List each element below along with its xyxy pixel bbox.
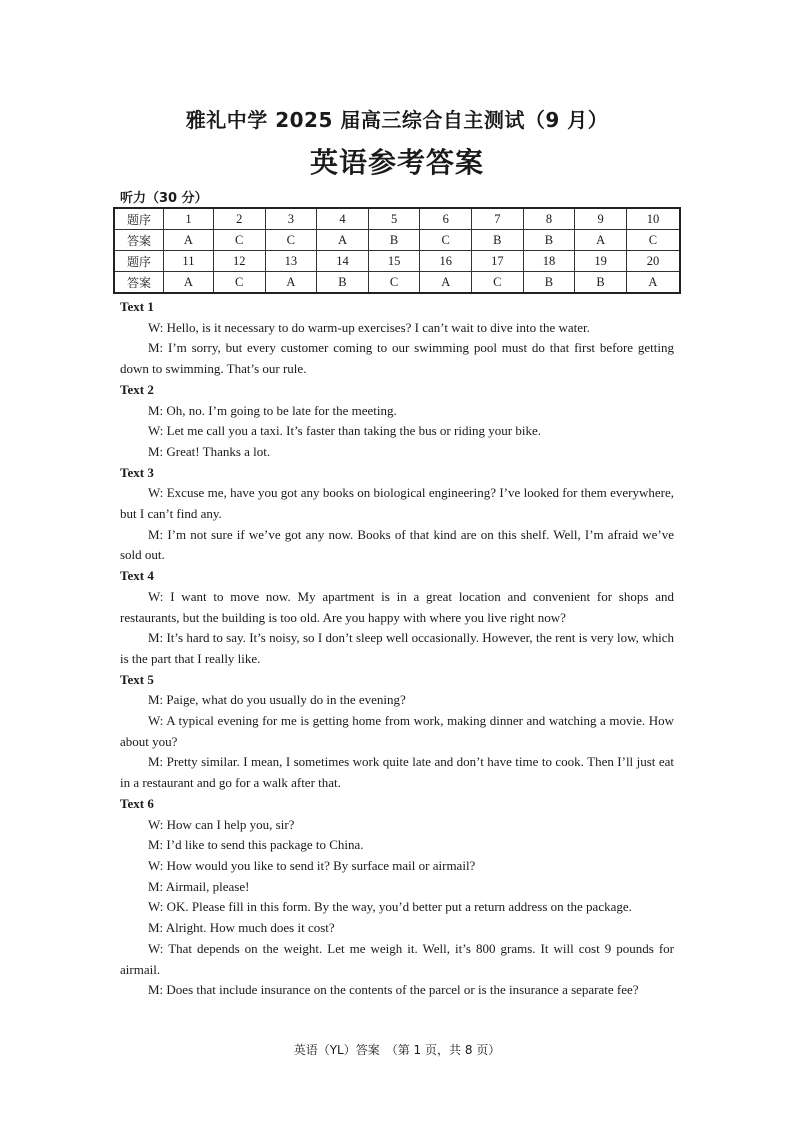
row-header-cell: 题序 [114, 251, 164, 272]
answer-table-body [114, 208, 680, 293]
dialogue-line: M: I’m sorry, but every customer coming to our swimming pool must do that first before getting down to swimming. That’s our rule. [120, 340, 674, 377]
dialogue-line: M: Paige, what do you usually do in the evening? [148, 692, 406, 708]
answer-table-cell: 5 [368, 208, 420, 230]
answer-table-cell: 3 [265, 208, 317, 230]
answer-table-cell: 9 [575, 208, 627, 230]
answer-table-cell: B [575, 272, 627, 294]
row-header-cell: 题序 [114, 208, 164, 230]
answer-table-cell: 10 [626, 208, 680, 230]
text-heading: Text 5 [120, 671, 154, 687]
dialogue-line: W: That depends on the weight. Let me weigh it. Well, it’s 800 grams. It will cost 9 pounds for airmail. [120, 940, 674, 977]
answer-table-cell: A [317, 230, 369, 251]
answer-table-cell: B [368, 230, 420, 251]
dialogue-line: W: Excuse me, have you got any books on biological engineering? I’ve looked for them everywhere, but I can’t find any. [120, 485, 674, 522]
answer-table-cell: A [575, 230, 627, 251]
answer-table-cell: 1 [164, 208, 214, 230]
dialogue-line: M: It’s hard to say. It’s noisy, so I don’t sleep well occasionally. However, the rent is very low, which is the part that I really like. [120, 630, 674, 666]
answer-table-cell: B [317, 272, 369, 294]
listening-transcript [120, 297, 674, 1001]
dialogue-line: M: Alright. How much does it cost? [148, 920, 335, 936]
text-heading: Text 1 [120, 299, 154, 314]
answer-table-cell: C [472, 272, 524, 294]
answer-table-cell: C [213, 230, 265, 251]
answer-table-cell: 11 [164, 251, 214, 272]
answer-table-cell: 2 [213, 208, 265, 230]
row-header-cell: 答案 [114, 230, 164, 251]
answer-table-cell: 13 [265, 251, 317, 272]
answer-table-cell: C [626, 230, 680, 251]
text-heading: Text 4 [120, 568, 154, 584]
answer-table-cell: A [626, 272, 680, 294]
dialogue-line: M: Great! Thanks a lot. [148, 443, 271, 459]
answer-table-cell: C [420, 230, 472, 251]
dialogue-line: M: Airmail, please! [148, 878, 250, 894]
answer-table-row [114, 272, 680, 294]
dialogue-line: M: I’m not sure if we’ve got any now. Books of that kind are on this shelf. Well, I’m afraid we’ve sold out. [120, 526, 674, 563]
answer-table-cell: 17 [472, 251, 524, 272]
dialogue-line: M: Pretty similar. I mean, I sometimes work quite late and don’t have time to cook. Then I’ll just eat in a restaurant and go for a walk after that. [120, 754, 674, 791]
answer-table-cell: 7 [472, 208, 524, 230]
page-subtitle: 英语参考答案 [309, 146, 484, 179]
dialogue-line: W: Hello, is it necessary to do warm-up exercises? I can’t wait to dive into the water. [148, 319, 590, 335]
answer-table-cell: A [420, 272, 472, 294]
answer-table-cell: A [164, 230, 214, 251]
dialogue-line: W: A typical evening for me is getting home from work, making dinner and watching a movie. How about you? [120, 713, 674, 749]
answer-table-cell: 16 [420, 251, 472, 272]
answer-table-cell: 20 [626, 251, 680, 272]
answer-table-cell: A [164, 272, 214, 294]
dialogue-line: M: I’d like to send this package to China. [148, 837, 364, 853]
dialogue-line: W: How can I help you, sir? [148, 816, 295, 832]
row-header-cell: 答案 [114, 272, 164, 294]
answer-table-cell: 19 [575, 251, 627, 272]
answer-table [113, 207, 681, 294]
answer-table-cell: C [265, 230, 317, 251]
answer-table-row [114, 208, 680, 230]
answer-table-cell: 18 [523, 251, 575, 272]
answer-table-cell: 15 [368, 251, 420, 272]
dialogue-line: M: Does that include insurance on the contents of the parcel or is the insurance a separate fee? [148, 982, 639, 998]
answer-table-row [114, 230, 680, 251]
text-heading: Text 2 [120, 381, 154, 397]
page-title: 雅礼中学 2025 届高三综合自主测试（9 月） [185, 108, 609, 132]
answer-table-cell: B [472, 230, 524, 251]
answer-table-cell: A [265, 272, 317, 294]
answer-table-row [114, 251, 680, 272]
answer-table-cell: 8 [523, 208, 575, 230]
answer-table-cell: B [523, 230, 575, 251]
text-heading: Text 3 [120, 464, 154, 480]
listening-section-label: 听力（30 分） [120, 191, 208, 206]
dialogue-line: M: Oh, no. I’m going to be late for the meeting. [148, 402, 397, 418]
answer-table-cell: 6 [420, 208, 472, 230]
answer-table-cell: B [523, 272, 575, 294]
answer-table-cell: 12 [213, 251, 265, 272]
answer-table-cell: C [213, 272, 265, 294]
dialogue-line: W: How would you like to send it? By surface mail or airmail? [148, 857, 476, 873]
answer-table-cell: 14 [317, 251, 369, 272]
dialogue-line: W: I want to move now. My apartment is in a great location and convenient for shops and restaurants, but the building is too old. Are you happy with where you live right now? [120, 588, 674, 625]
page-footer: 英语（YL）答案 （第 1 页，共 8 页） [293, 1043, 501, 1057]
dialogue-line: W: OK. Please fill in this form. By the way, you’d better put a return address on the package. [148, 899, 632, 915]
answer-table-cell: C [368, 272, 420, 294]
dialogue-line: W: Let me call you a taxi. It’s faster than taking the bus or riding your bike. [148, 423, 542, 439]
answer-table-cell: 4 [317, 208, 369, 230]
text-heading: Text 6 [120, 795, 154, 811]
